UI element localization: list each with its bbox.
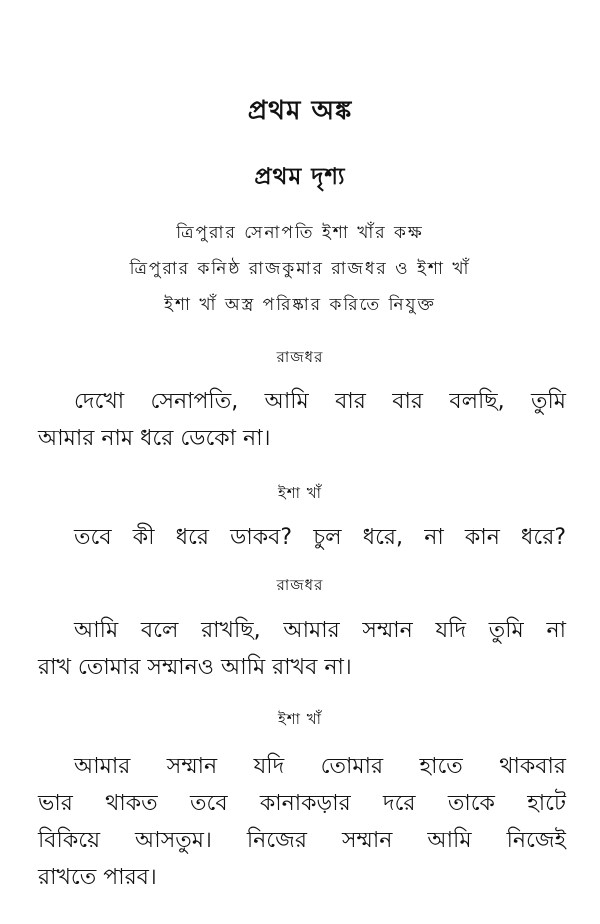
dialogue-line: আমি বলে রাখছি, আমার সম্মান যদি তুমি না	[74, 618, 566, 643]
stage-direction-action: ইশা খাঁ অস্ত্র পরিষ্কার করিতে নিযুক্ত	[164, 295, 436, 315]
stage-direction-characters: ত্রিপুরার কনিষ্ঠ রাজকুমার রাজধর ও ইশা খাঁ	[129, 259, 471, 279]
speaker-name: রাজধর	[276, 348, 324, 366]
speaker-name: ইশা খাঁ	[278, 710, 322, 728]
dialogue-line: রাখতে পারব।	[38, 865, 157, 890]
dialogue-block	[38, 612, 566, 686]
dialogue-line: দেখো সেনাপতি, আমি বার বার বলছি, তুমি	[74, 389, 566, 414]
speaker-name: ইশা খাঁ	[278, 484, 322, 502]
dialogue-block	[38, 519, 566, 556]
dialogue-line: তবে কী ধরে ডাকব? চুল ধরে, না কান ধরে?	[74, 525, 566, 550]
dialogue-line: রাখ তোমার সম্মানও আমি রাখব না।	[38, 655, 352, 680]
dialogue-line: বিকিয়ে আসতুম। নিজের সম্মান আমি নিজেই	[38, 828, 566, 853]
scene-title: প্রথম দৃশ্য	[254, 164, 346, 190]
dialogue-line: আমার নাম ধরে ডেকো না।	[38, 426, 271, 451]
stage-direction-setting: ত্রিপুরার সেনাপতি ইশা খাঁর কক্ষ	[176, 223, 424, 243]
dialogue-block	[38, 748, 566, 896]
speaker-name: রাজধর	[276, 576, 324, 594]
act-title: প্রথম অঙ্ক	[247, 96, 353, 126]
dialogue-line: ভার থাকত তবে কানাকড়ার দরে তাকে হাটে	[38, 791, 566, 816]
dialogue-block	[38, 383, 566, 457]
dialogue-line: আমার সম্মান যদি তোমার হাতে থাকবার	[74, 754, 566, 779]
